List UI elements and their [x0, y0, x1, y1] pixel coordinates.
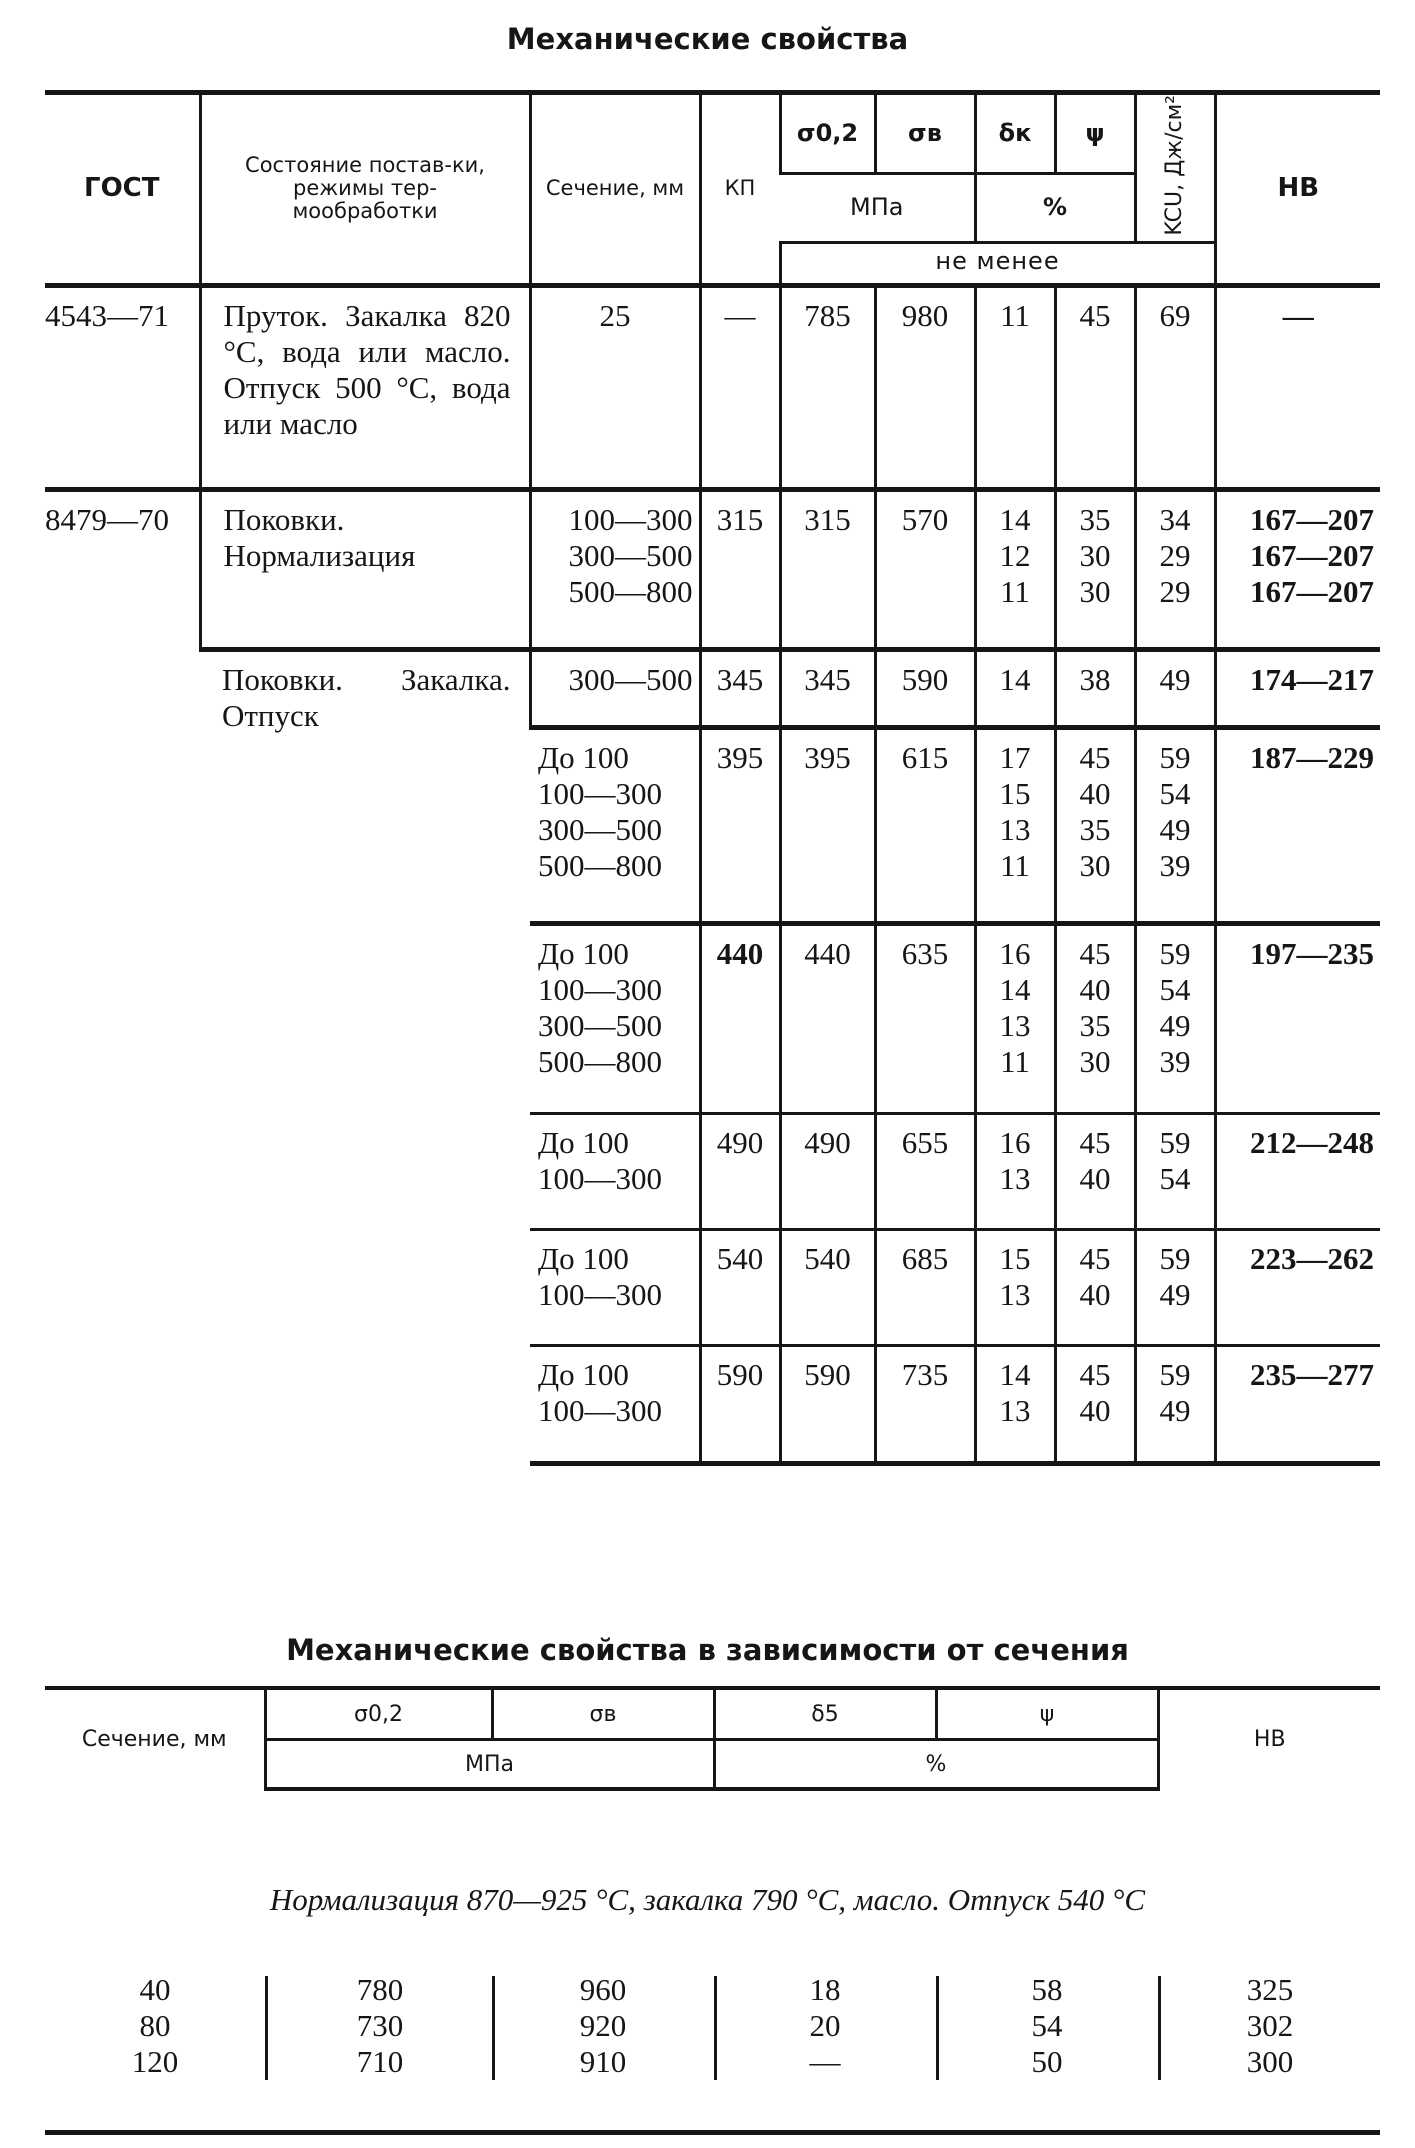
cell-section: До 100 100—300 — [530, 1113, 700, 1229]
cell-section: 25 — [530, 285, 700, 489]
t2-col-s02: 780 730 710 — [356, 1972, 404, 2079]
cell-sb: 635 — [875, 923, 975, 1113]
t2-divider — [265, 1976, 268, 2080]
t2-col-psi: 58 54 50 — [1031, 1972, 1063, 2079]
header-section: Сечение, мм — [530, 93, 700, 286]
cell-psi: 45 40 — [1055, 1345, 1135, 1463]
page-title: Механические свойства — [506, 22, 909, 56]
cell-psi: 45 40 35 30 — [1055, 923, 1135, 1113]
cell-kp: 490 — [700, 1113, 780, 1229]
t2-col-delta: 18 20 — — [809, 1972, 841, 2079]
cell-kcu: 59 49 — [1135, 1229, 1215, 1345]
cell-kp: 440 — [700, 923, 780, 1113]
cell-kcu: 59 54 — [1135, 1113, 1215, 1229]
cell-kp: 540 — [700, 1229, 780, 1345]
cell-s02: 440 — [780, 923, 875, 1113]
header-gost: ГОСТ — [45, 93, 200, 286]
cell-hb: 167—207 167—207 167—207 — [1215, 489, 1380, 649]
table-row — [45, 489, 1380, 649]
cell-delta: 15 13 — [975, 1229, 1055, 1345]
header-delta: δк — [975, 93, 1055, 174]
cell-kcu: 34 29 29 — [1135, 489, 1215, 649]
cell-s02: 345 — [780, 649, 875, 727]
t2-col-sb: 960 920 910 — [579, 1972, 627, 2079]
cell-kcu: 59 54 49 39 — [1135, 923, 1215, 1113]
cell-state: Пруток. Закалка 820 °С, вода или масло. Отпуск 500 °С, вода или масло — [200, 285, 530, 489]
cell-sb: 980 — [875, 285, 975, 489]
t2-header-sigmab: σв — [492, 1688, 714, 1740]
cell-psi: 38 — [1055, 649, 1135, 727]
table-row — [45, 285, 1380, 489]
cell-state: Поковки. Нормализация — [200, 489, 530, 649]
cell-sb: 655 — [875, 1113, 975, 1229]
cell-kp: 395 — [700, 727, 780, 923]
header-sigma02: σ0,2 — [780, 93, 875, 174]
cell-s02: 315 — [780, 489, 875, 649]
t2-divider — [492, 1976, 495, 2080]
t2-col-section: 40 80 120 — [131, 1972, 179, 2079]
cell-psi: 45 40 35 30 — [1055, 727, 1135, 923]
header-unit-percent: % — [975, 173, 1135, 242]
cell-section: До 100 100—300 — [530, 1345, 700, 1463]
section-properties-table-header — [45, 1686, 1380, 1791]
cell-hb: — — [1215, 285, 1380, 489]
header-psi: ψ — [1055, 93, 1135, 174]
treatment-mode-heading: Нормализация 870—925 °С, закалка 790 °С, масло. Отпуск 540 °С — [269, 1882, 1146, 1917]
header-unit-mpa: МПа — [780, 173, 975, 242]
cell-kp: 590 — [700, 1345, 780, 1463]
cell-hb: 187—229 — [1215, 727, 1380, 923]
cell-kcu: 49 — [1135, 649, 1215, 727]
cell-hb: 197—235 — [1215, 923, 1380, 1113]
cell-s02: 590 — [780, 1345, 875, 1463]
cell-sb: 570 — [875, 489, 975, 649]
table-row — [45, 649, 1380, 727]
t2-header-section: Сечение, мм — [45, 1688, 265, 1789]
cell-kcu: 69 — [1135, 285, 1215, 489]
cell-delta: 11 — [975, 285, 1055, 489]
t2-header-psi: ψ — [936, 1688, 1158, 1740]
cell-psi: 35 30 30 — [1055, 489, 1135, 649]
cell-hb: 174—217 — [1215, 649, 1380, 727]
cell-section: До 100 100—300 300—500 500—800 — [530, 923, 700, 1113]
cell-delta: 14 13 — [975, 1345, 1055, 1463]
cell-kcu: 59 49 — [1135, 1345, 1215, 1463]
t2-divider — [714, 1976, 717, 2080]
cell-state: Поковки. Закалка. Отпуск — [200, 649, 530, 1463]
t2-col-hb: 325 302 300 — [1246, 1972, 1294, 2079]
t2-header-unit-mpa: МПа — [265, 1740, 714, 1790]
cell-kp: 345 — [700, 649, 780, 727]
t2-divider — [1158, 1976, 1161, 2080]
header-kcu — [1135, 93, 1215, 243]
header-state: Состояние постав-ки, режимы тер-мообработки — [200, 93, 530, 286]
cell-hb: 235—277 — [1215, 1345, 1380, 1463]
cell-s02: 540 — [780, 1229, 875, 1345]
cell-delta: 16 13 — [975, 1113, 1055, 1229]
cell-delta: 17 15 13 11 — [975, 727, 1055, 923]
t2-header-hb: НВ — [1158, 1688, 1380, 1789]
cell-sb: 735 — [875, 1345, 975, 1463]
cell-section: 100—300 300—500 500—800 — [530, 489, 700, 649]
cell-delta: 16 14 13 11 — [975, 923, 1055, 1113]
section-title: Механические свойства в зависимости от сечения — [286, 1633, 1129, 1667]
cell-section: До 100 100—300 300—500 500—800 — [530, 727, 700, 923]
cell-kcu: 59 54 49 39 — [1135, 727, 1215, 923]
header-kcu-text: KCU, Дж/см² — [1162, 95, 1187, 236]
cell-s02: 395 — [780, 727, 875, 923]
cell-delta: 14 — [975, 649, 1055, 727]
cell-s02: 490 — [780, 1113, 875, 1229]
header-min-note: не менее — [780, 242, 1215, 285]
main-properties-table — [45, 90, 1380, 1520]
cell-section: До 100 100—300 — [530, 1229, 700, 1345]
t2-header-sigma02: σ0,2 — [265, 1688, 492, 1740]
header-hb: НВ — [1215, 93, 1380, 286]
cell-kp: — — [700, 285, 780, 489]
cell-kp: 315 — [700, 489, 780, 649]
cell-delta: 14 12 11 — [975, 489, 1055, 649]
header-kp: КП — [700, 93, 780, 286]
cell-hb: 212—248 — [1215, 1113, 1380, 1229]
t2-header-delta: δ5 — [714, 1688, 936, 1740]
cell-hb: 223—262 — [1215, 1229, 1380, 1345]
cell-psi: 45 — [1055, 285, 1135, 489]
cell-section: 300—500 — [530, 649, 700, 727]
cell-sb: 685 — [875, 1229, 975, 1345]
cell-psi: 45 40 — [1055, 1229, 1135, 1345]
cell-sb: 615 — [875, 727, 975, 923]
header-sigmab: σв — [875, 93, 975, 174]
cell-gost: 8479—70 — [45, 489, 200, 1463]
bottom-rule — [45, 2130, 1380, 2135]
cell-s02: 785 — [780, 285, 875, 489]
t2-divider — [936, 1976, 939, 2080]
cell-gost: 4543—71 — [45, 285, 200, 489]
cell-sb: 590 — [875, 649, 975, 727]
cell-psi: 45 40 — [1055, 1113, 1135, 1229]
t2-header-unit-percent: % — [714, 1740, 1158, 1790]
